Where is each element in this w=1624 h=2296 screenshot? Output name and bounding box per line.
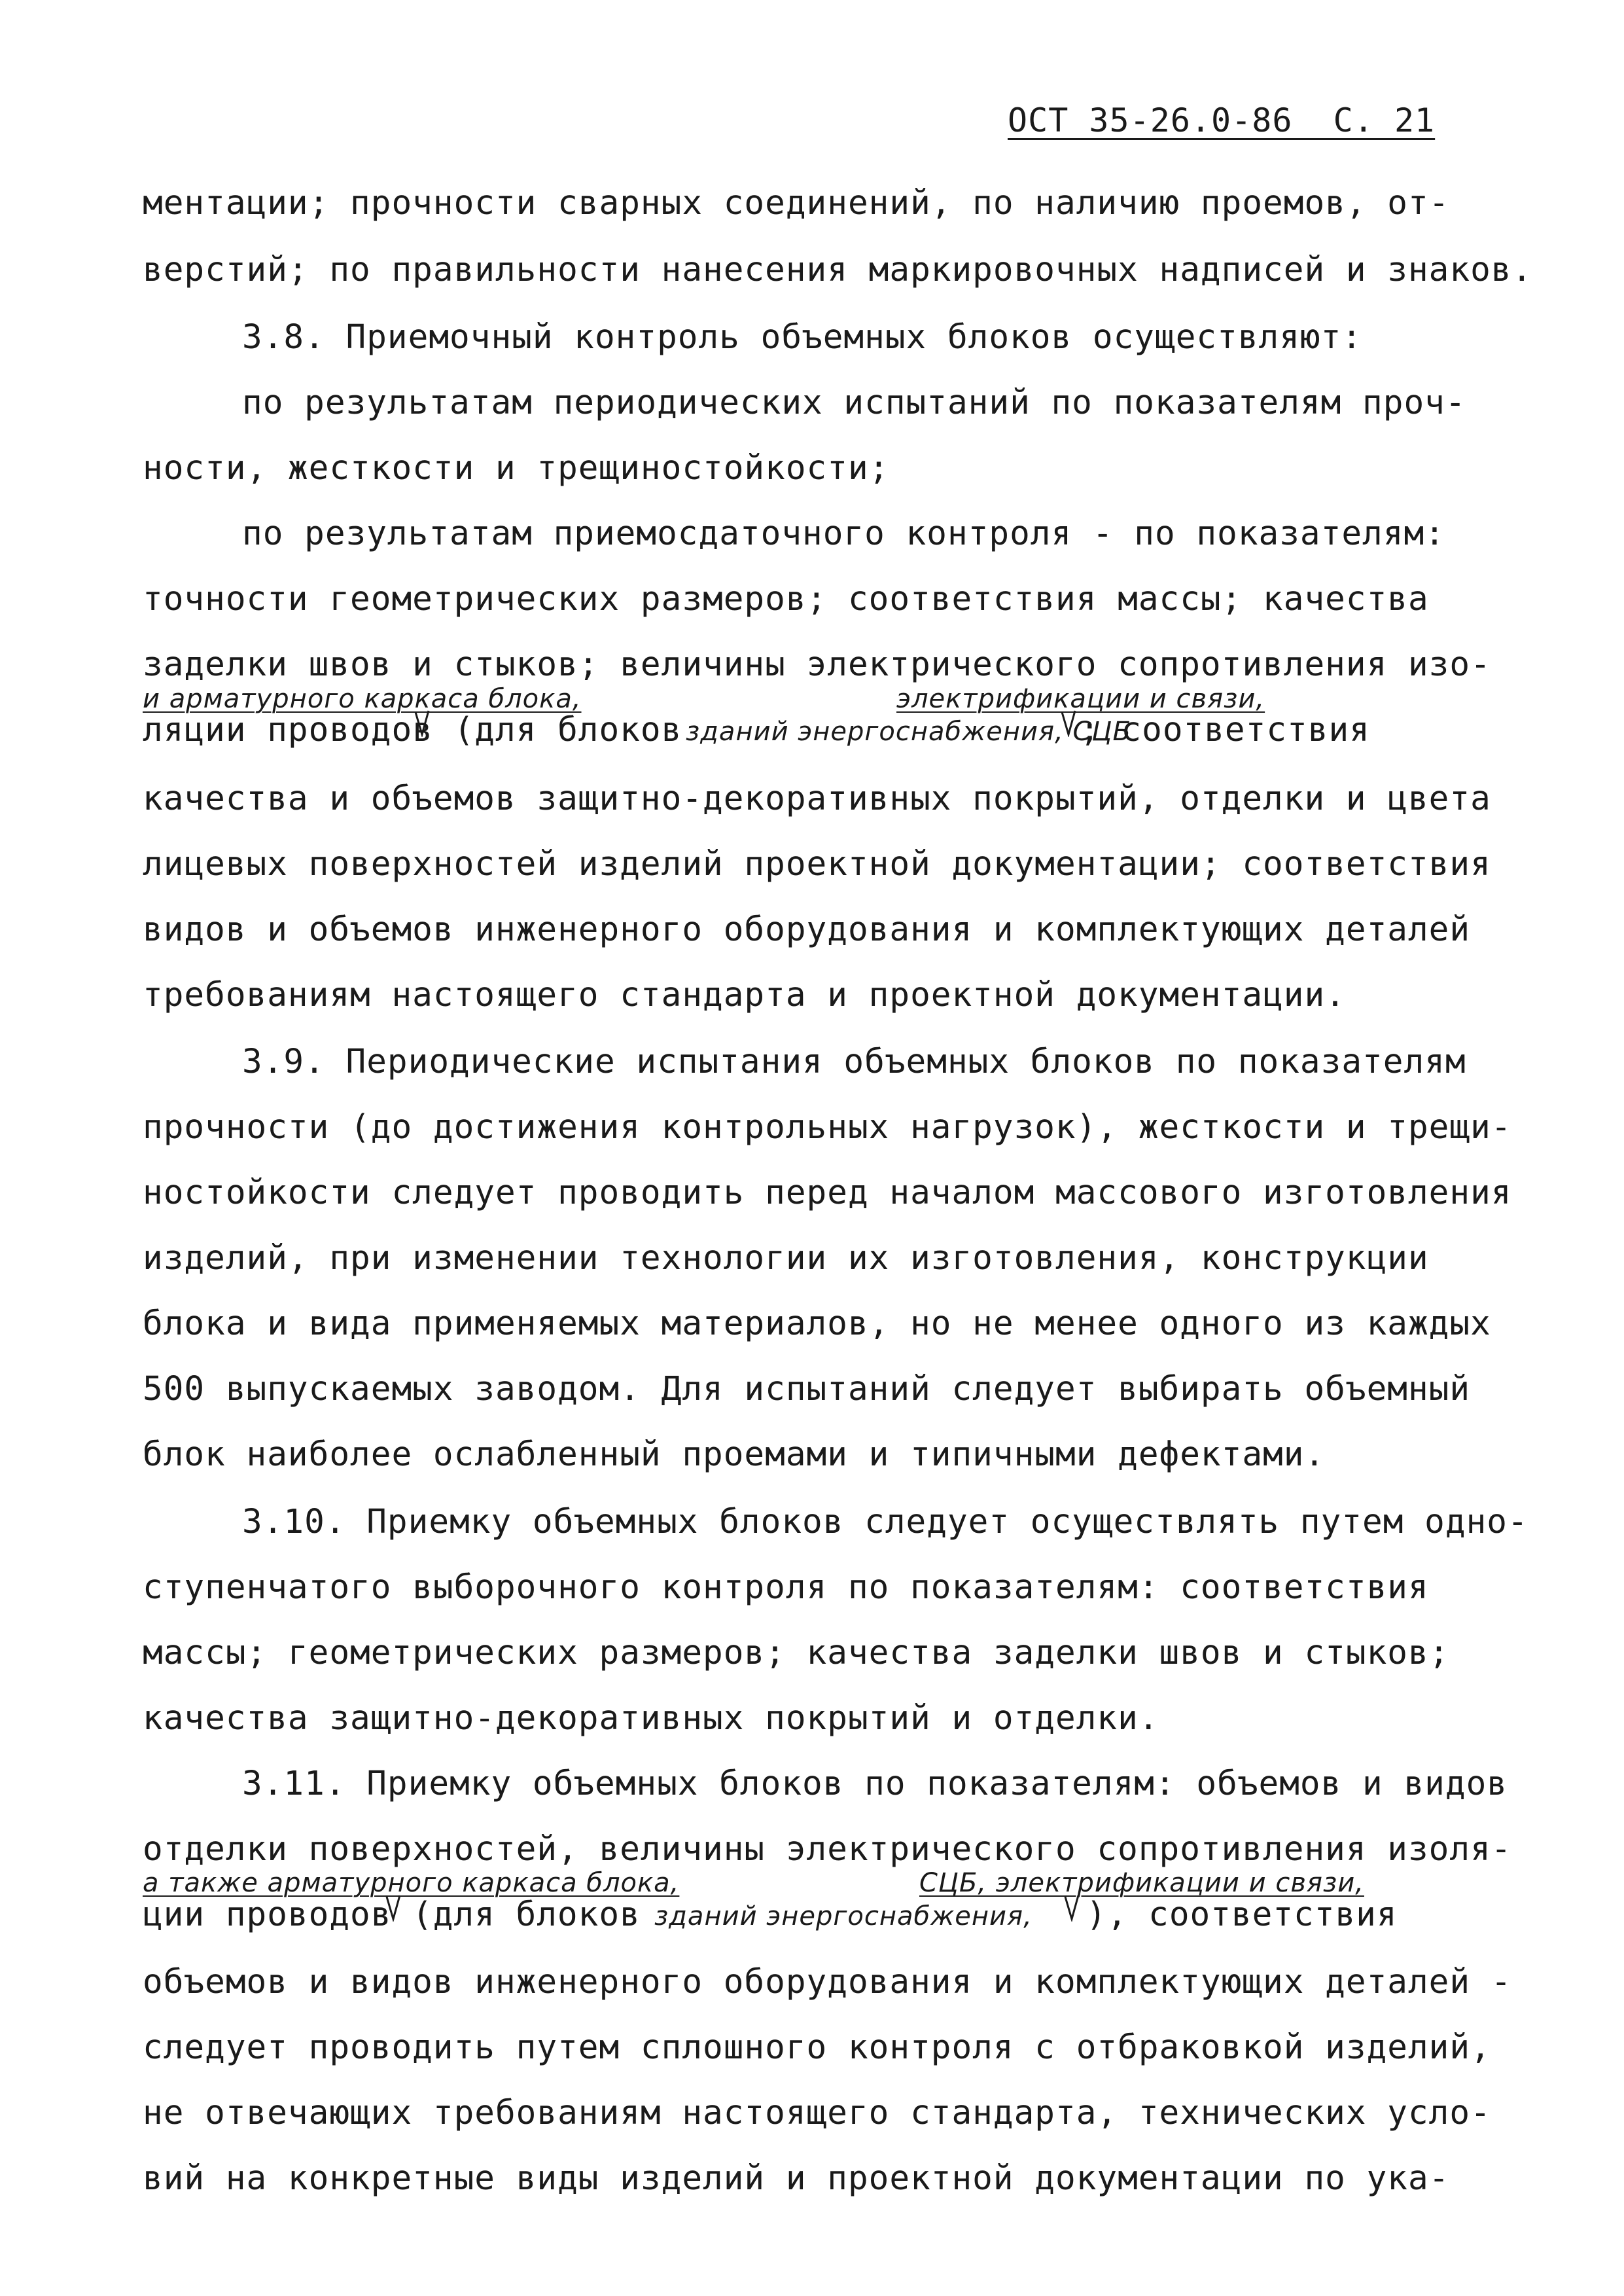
paragraph-3-11-heading: 3.11. Приемку объемных блоков по показателям: объемов и видов bbox=[242, 1765, 1508, 1803]
text-line: ности, жесткости и трещиностойкости; bbox=[143, 449, 890, 488]
text-line: массы; геометрических размеров; качества заделки швов и стыков; bbox=[143, 1634, 1450, 1672]
text-line: требованиям настоящего стандарта и проектной документации. bbox=[143, 976, 1346, 1014]
text-line: точности геометрических размеров; соответствия массы; качества bbox=[143, 580, 1429, 619]
text-line: ; соответствия bbox=[1080, 711, 1370, 749]
insertion-mark-icon bbox=[385, 1893, 402, 1922]
paragraph-3-10-heading: 3.10. Приемку объемных блоков следует осуществлять путем одно- bbox=[242, 1503, 1528, 1541]
handwritten-insertion: СЦБ, электрификации и связи, bbox=[919, 1868, 1364, 1898]
text-line: ции проводов bbox=[143, 1895, 392, 1934]
paragraph-3-8-heading: 3.8. Приемочный контроль объемных блоков осуществляют: bbox=[242, 318, 1363, 357]
text-line: (для блоков bbox=[412, 1895, 641, 1934]
text-line: отделки поверхностей, величины электрического сопротивления изоля- bbox=[143, 1830, 1512, 1869]
text-line: блок наиболее ослабленный проемами и типичными дефектами. bbox=[143, 1435, 1326, 1474]
text-line: качества защитно-декоративных покрытий и отделки. bbox=[143, 1699, 1159, 1738]
text-line: объемов и видов инженерного оборудования и комплектующих деталей - bbox=[143, 1963, 1512, 2001]
text-line: лицевых поверхностей изделий проектной документации; соответствия bbox=[143, 845, 1491, 884]
text-line: ментации; прочности сварных соединений, по наличию проемов, от- bbox=[143, 184, 1450, 223]
text-line: 500 выпускаемых заводом. Для испытаний следует выбирать объемный bbox=[143, 1370, 1471, 1408]
text-line: по результатам приемосдаточного контроля - по показателям: bbox=[242, 514, 1445, 553]
document-header: ОСТ 35-26.0-86 С. 21 bbox=[1008, 101, 1436, 139]
text-line: изделий, при изменении технологии их изготовления, конструкции bbox=[143, 1239, 1429, 1278]
paragraph-3-9-heading: 3.9. Периодические испытания объемных блоков по показателям bbox=[242, 1043, 1466, 1081]
text-line: заделки швов и стыков; величины электрического сопротивления изо- bbox=[143, 645, 1491, 684]
insertion-mark-icon bbox=[414, 708, 431, 737]
text-line: не отвечающих требованиям настоящего стандарта, технических усло- bbox=[143, 2094, 1491, 2132]
text-line: по результатам периодических испытаний по показателям проч- bbox=[242, 384, 1466, 422]
text-line: видов и объемов инженерного оборудования и комплектующих деталей bbox=[143, 910, 1471, 949]
text-line: ступенчатого выборочного контроля по показателям: соответствия bbox=[143, 1568, 1429, 1607]
text-line: вий на конкретные виды изделий и проектной документации по ука- bbox=[143, 2159, 1450, 2198]
text-line: ностойкости следует проводить перед началом массового изготовления bbox=[143, 1174, 1512, 1212]
text-line: ), соответствия bbox=[1086, 1895, 1398, 1934]
insertion-mark-icon bbox=[1063, 1893, 1080, 1922]
handwritten-inline: зданий энергоснабжения, bbox=[654, 1901, 1033, 1931]
text-line: блока и вида применяемых материалов, но не менее одного из каждых bbox=[143, 1304, 1491, 1343]
handwritten-insertion: и арматурного каркаса блока, bbox=[143, 684, 582, 714]
handwritten-insertion: а также арматурного каркаса блока, bbox=[143, 1868, 680, 1898]
insertion-mark-icon bbox=[1060, 708, 1077, 737]
handwritten-insertion: электрификации и связи, bbox=[896, 684, 1265, 714]
text-line: следует проводить путем сплошного контроля с отбраковкой изделий, bbox=[143, 2028, 1491, 2067]
handwritten-inline: зданий энергоснабжения, СЦБ bbox=[686, 717, 1131, 747]
text-line: верстий; по правильности нанесения маркировочных надписей и знаков. bbox=[143, 251, 1533, 289]
text-line: ляции проводов (для блоков bbox=[143, 711, 682, 749]
text-line: качества и объемов защитно-декоративных покрытий, отделки и цвета bbox=[143, 780, 1491, 818]
text-line: прочности (до достижения контрольных нагрузок), жесткости и трещи- bbox=[143, 1108, 1512, 1147]
